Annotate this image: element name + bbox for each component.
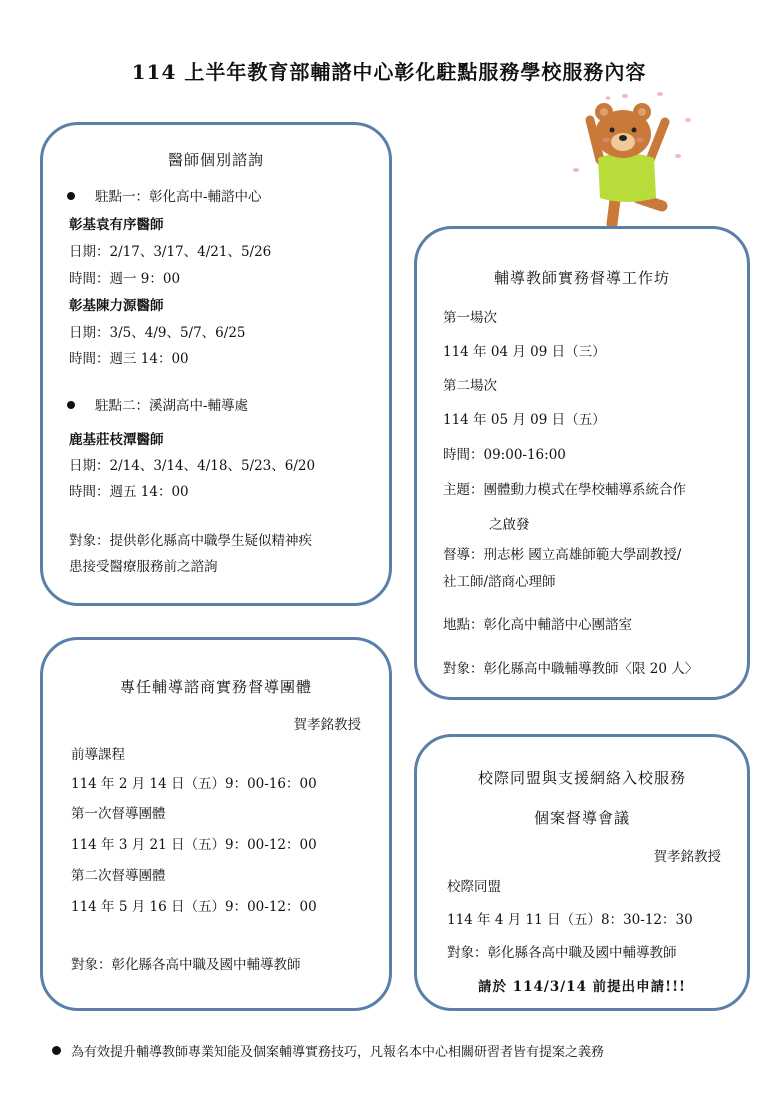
workshop-time: 時間：09:00-16:00	[443, 447, 566, 463]
site2-row	[67, 394, 248, 414]
doctor1-date: 日期：2/17、3/17、4/21、5/26	[69, 244, 272, 260]
doctor2-time: 時間：週三 14：00	[69, 351, 189, 367]
consult-target-line1: 對象：提供彰化縣高中職學生疑似精神疾	[69, 533, 312, 549]
footer-text: 為有效提升輔導教師專業知能及個案輔導實務技巧，凡報名本中心相關研習者皆有提案之義務	[71, 1045, 605, 1060]
workshop-topic-line1: 主題：團體動力模式在學校輔導系統合作	[443, 482, 686, 498]
workshop-target: 對象：彰化縣高中職輔導教師〈限 20 人〉	[443, 661, 699, 677]
course3-label: 第二次督導團體	[71, 868, 166, 884]
site2-text: 駐點二：溪湖高中-輔導處	[95, 398, 249, 414]
bullet-icon	[52, 1046, 61, 1055]
session1-label: 第一場次	[443, 310, 497, 326]
psychiatrist-consultation-box	[40, 122, 392, 606]
bullet-icon	[67, 192, 75, 200]
alliance-target: 對象：彰化縣各高中職及國中輔導教師	[447, 945, 677, 961]
site1-text: 駐點一：彰化高中-輔諮中心	[95, 189, 262, 205]
footer-note	[52, 1041, 604, 1060]
doctor3-time: 時間：週五 14：00	[69, 484, 189, 500]
application-deadline: 請於 114/3/14 前提出申請!!!	[478, 979, 686, 995]
site1-row	[67, 185, 262, 205]
page-title: 114 上半年教育部輔諮中心彰化駐點服務學校服務內容	[131, 60, 647, 84]
bullet-icon	[67, 401, 75, 409]
school-alliance-heading: 校際同盟與支援網絡入校服務	[477, 769, 686, 787]
doctor2-name: 彰基陳力源醫師	[69, 298, 164, 314]
course1-date: 114 年 2 月 14 日（五）9：00-16：00	[71, 776, 317, 792]
session2-label: 第二場次	[443, 378, 497, 394]
session2-date: 114 年 05 月 09 日（五）	[443, 412, 606, 428]
counselor-supervision-box	[40, 637, 392, 1011]
psychiatrist-consultation-heading: 醫師個別諮詢	[167, 151, 264, 169]
workshop-supervisor-line2: 社工師/諮商心理師	[443, 574, 556, 590]
workshop-supervisor-line1: 督導：刑志彬 國立高雄師範大學副教授/	[443, 547, 682, 563]
case-meeting-subheading: 個案督導會議	[533, 809, 630, 827]
doctor3-name: 鹿基莊枝潭醫師	[69, 432, 164, 448]
bear-illustration	[570, 90, 700, 230]
doctor3-date: 日期：2/14、3/14、4/18、5/23、6/20	[69, 458, 316, 474]
alliance-label: 校際同盟	[447, 879, 501, 895]
course1-label: 前導課程	[71, 747, 125, 763]
school-alliance-box	[414, 734, 750, 1011]
workshop-location: 地點：彰化高中輔諮中心團諮室	[443, 617, 632, 633]
doctor1-name: 彰基袁有序醫師	[69, 217, 164, 233]
session1-date: 114 年 04 月 09 日（三）	[443, 344, 606, 360]
counselor-target: 對象：彰化縣各高中職及國中輔導教師	[71, 957, 301, 973]
course3-date: 114 年 5 月 16 日（五）9：00-12：00	[71, 899, 317, 915]
doctor2-date: 日期：3/5、4/9、5/7、6/25	[69, 325, 246, 341]
doctor1-time: 時間：週一 9：00	[69, 271, 181, 287]
course2-label: 第一次督導團體	[71, 806, 166, 822]
counselor-professor: 賀孝銘教授	[293, 717, 361, 733]
counselor-supervision-heading: 專任輔導諮商實務督導團體	[119, 678, 312, 696]
alliance-date: 114 年 4 月 11 日（五）8：30-12：30	[447, 912, 693, 928]
workshop-topic-line2: 之啟發	[489, 517, 530, 533]
teacher-workshop-heading: 輔導教師實務督導工作坊	[493, 269, 670, 287]
consult-target-line2: 患接受醫療服務前之諮詢	[69, 559, 218, 575]
teacher-workshop-box	[414, 226, 750, 700]
alliance-professor: 賀孝銘教授	[653, 849, 721, 865]
course2-date: 114 年 3 月 21 日（五）9：00-12：00	[71, 837, 317, 853]
